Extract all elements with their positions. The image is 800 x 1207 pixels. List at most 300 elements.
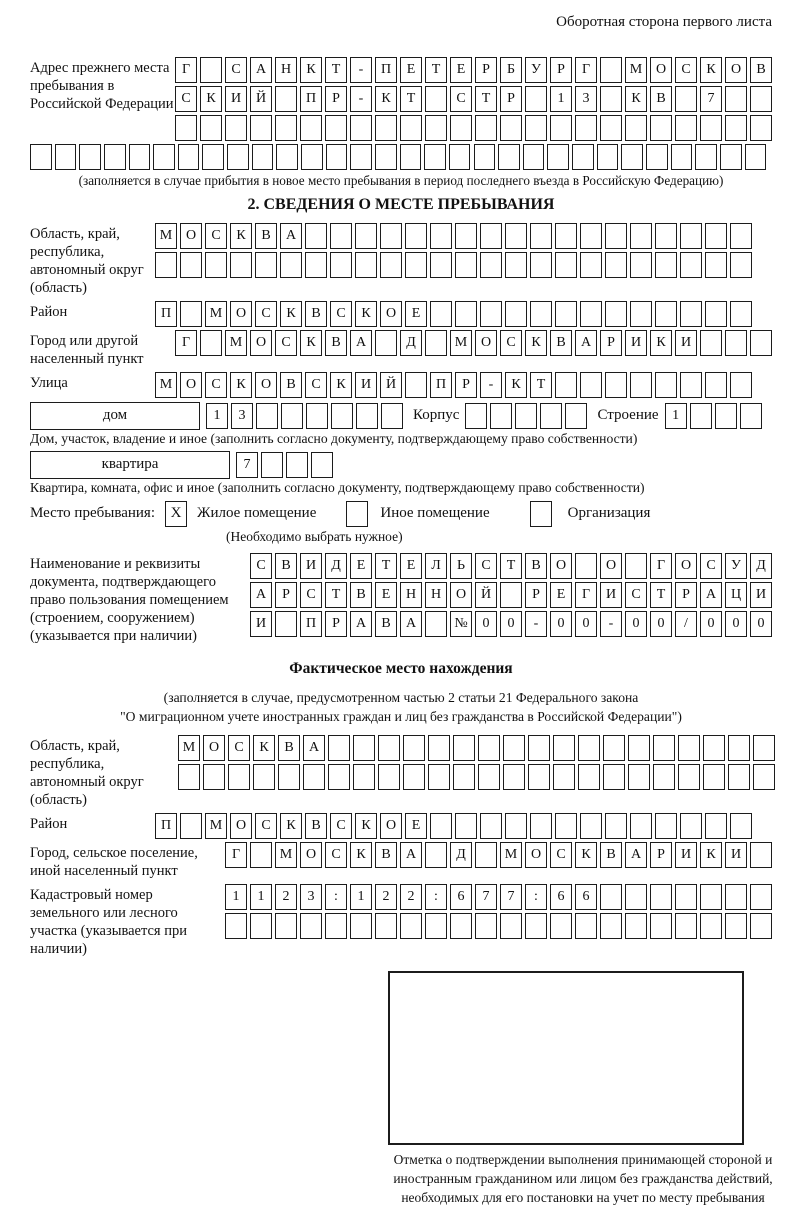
char-cell[interactable] <box>597 144 619 170</box>
char-cell[interactable]: Т <box>650 582 672 608</box>
char-cell[interactable] <box>350 913 372 939</box>
char-cell[interactable] <box>730 813 752 839</box>
char-cell[interactable]: К <box>300 330 322 356</box>
char-cell[interactable] <box>104 144 126 170</box>
char-cell[interactable] <box>625 115 647 141</box>
char-cell[interactable]: А <box>575 330 597 356</box>
char-cell[interactable]: 1 <box>550 86 572 112</box>
char-cell[interactable] <box>250 115 272 141</box>
char-cell[interactable]: 7 <box>700 86 722 112</box>
char-cell[interactable]: Е <box>450 57 472 83</box>
char-cell[interactable] <box>227 144 249 170</box>
char-cell[interactable]: К <box>700 842 722 868</box>
char-cell[interactable]: Г <box>175 57 197 83</box>
char-cell[interactable]: К <box>350 842 372 868</box>
char-cell[interactable]: К <box>625 86 647 112</box>
char-cell[interactable] <box>400 913 422 939</box>
char-cell[interactable] <box>515 403 537 429</box>
char-cell[interactable]: К <box>280 301 302 327</box>
char-cell[interactable] <box>578 735 600 761</box>
char-cell[interactable] <box>380 252 402 278</box>
char-cell[interactable]: Л <box>425 553 447 579</box>
char-cell[interactable]: С <box>255 301 277 327</box>
char-cell[interactable] <box>301 144 323 170</box>
char-cell[interactable]: Р <box>455 372 477 398</box>
char-cell[interactable]: И <box>625 330 647 356</box>
char-cell[interactable] <box>628 764 650 790</box>
char-cell[interactable] <box>578 764 600 790</box>
char-cell[interactable]: А <box>350 330 372 356</box>
char-cell[interactable] <box>205 252 227 278</box>
char-cell[interactable]: Е <box>405 813 427 839</box>
char-cell[interactable]: В <box>280 372 302 398</box>
char-cell[interactable]: Г <box>575 57 597 83</box>
char-cell[interactable] <box>353 764 375 790</box>
char-cell[interactable] <box>450 913 472 939</box>
char-cell[interactable]: Ь <box>450 553 472 579</box>
char-cell[interactable]: 1 <box>225 884 247 910</box>
char-cell[interactable]: Р <box>325 611 347 637</box>
char-cell[interactable] <box>703 764 725 790</box>
char-cell[interactable] <box>425 115 447 141</box>
char-cell[interactable]: С <box>275 330 297 356</box>
char-cell[interactable]: Т <box>500 553 522 579</box>
char-cell[interactable]: С <box>255 813 277 839</box>
char-cell[interactable] <box>675 884 697 910</box>
char-cell[interactable]: Р <box>500 86 522 112</box>
char-cell[interactable] <box>500 582 522 608</box>
char-cell[interactable]: В <box>750 57 772 83</box>
char-cell[interactable] <box>430 813 452 839</box>
char-cell[interactable]: И <box>675 330 697 356</box>
char-cell[interactable] <box>630 301 652 327</box>
char-cell[interactable] <box>547 144 569 170</box>
char-cell[interactable] <box>326 144 348 170</box>
char-cell[interactable] <box>276 144 298 170</box>
char-cell[interactable] <box>628 735 650 761</box>
char-cell[interactable]: 2 <box>375 884 397 910</box>
char-cell[interactable] <box>525 115 547 141</box>
char-cell[interactable] <box>725 330 747 356</box>
char-cell[interactable] <box>255 252 277 278</box>
char-cell[interactable]: О <box>180 223 202 249</box>
char-cell[interactable] <box>655 372 677 398</box>
char-cell[interactable]: С <box>550 842 572 868</box>
char-cell[interactable] <box>680 813 702 839</box>
char-cell[interactable]: В <box>305 301 327 327</box>
char-cell[interactable] <box>281 403 303 429</box>
char-cell[interactable]: А <box>400 842 422 868</box>
char-cell[interactable] <box>350 115 372 141</box>
char-cell[interactable]: К <box>525 330 547 356</box>
char-cell[interactable] <box>480 301 502 327</box>
char-cell[interactable] <box>275 913 297 939</box>
char-cell[interactable] <box>202 144 224 170</box>
char-cell[interactable] <box>253 764 275 790</box>
char-cell[interactable]: К <box>575 842 597 868</box>
char-cell[interactable] <box>475 115 497 141</box>
char-cell[interactable]: Е <box>400 553 422 579</box>
char-cell[interactable]: Д <box>750 553 772 579</box>
char-cell[interactable] <box>600 57 622 83</box>
char-cell[interactable]: 1 <box>665 403 687 429</box>
char-cell[interactable]: В <box>305 813 327 839</box>
char-cell[interactable]: А <box>350 611 372 637</box>
char-cell[interactable]: П <box>430 372 452 398</box>
char-cell[interactable]: 1 <box>206 403 228 429</box>
char-cell[interactable] <box>330 223 352 249</box>
char-cell[interactable] <box>653 764 675 790</box>
char-cell[interactable]: И <box>750 582 772 608</box>
char-cell[interactable] <box>475 842 497 868</box>
char-cell[interactable] <box>180 813 202 839</box>
char-cell[interactable] <box>449 144 471 170</box>
char-cell[interactable] <box>705 223 727 249</box>
char-cell[interactable]: П <box>155 301 177 327</box>
char-cell[interactable] <box>580 252 602 278</box>
char-cell[interactable]: Г <box>225 842 247 868</box>
char-cell[interactable]: Г <box>650 553 672 579</box>
char-cell[interactable]: С <box>250 553 272 579</box>
char-cell[interactable] <box>655 252 677 278</box>
char-cell[interactable] <box>580 301 602 327</box>
char-cell[interactable] <box>550 913 572 939</box>
char-cell[interactable]: В <box>275 553 297 579</box>
char-cell[interactable] <box>550 115 572 141</box>
char-cell[interactable] <box>378 764 400 790</box>
char-cell[interactable]: Т <box>325 57 347 83</box>
char-cell[interactable] <box>575 115 597 141</box>
char-cell[interactable]: Е <box>405 301 427 327</box>
char-cell[interactable]: О <box>725 57 747 83</box>
char-cell[interactable]: 6 <box>550 884 572 910</box>
char-cell[interactable] <box>311 452 333 478</box>
char-cell[interactable]: Р <box>600 330 622 356</box>
char-cell[interactable]: : <box>325 884 347 910</box>
char-cell[interactable]: 6 <box>575 884 597 910</box>
char-cell[interactable] <box>79 144 101 170</box>
char-cell[interactable]: А <box>250 582 272 608</box>
char-cell[interactable] <box>306 403 328 429</box>
checkbox-other-premises[interactable] <box>346 501 368 527</box>
char-cell[interactable] <box>705 301 727 327</box>
char-cell[interactable] <box>650 913 672 939</box>
char-cell[interactable] <box>355 223 377 249</box>
char-cell[interactable] <box>703 735 725 761</box>
char-cell[interactable]: К <box>230 372 252 398</box>
char-cell[interactable]: 2 <box>275 884 297 910</box>
char-cell[interactable] <box>730 223 752 249</box>
char-cell[interactable]: С <box>225 57 247 83</box>
char-cell[interactable] <box>305 223 327 249</box>
char-cell[interactable]: Е <box>550 582 572 608</box>
char-cell[interactable] <box>600 913 622 939</box>
char-cell[interactable] <box>261 452 283 478</box>
char-cell[interactable] <box>378 735 400 761</box>
char-cell[interactable] <box>425 913 447 939</box>
char-cell[interactable] <box>580 813 602 839</box>
char-cell[interactable]: Н <box>275 57 297 83</box>
char-cell[interactable]: - <box>600 611 622 637</box>
char-cell[interactable] <box>400 144 422 170</box>
char-cell[interactable] <box>381 403 403 429</box>
char-cell[interactable]: Т <box>325 582 347 608</box>
char-cell[interactable] <box>555 252 577 278</box>
char-cell[interactable] <box>55 144 77 170</box>
char-cell[interactable] <box>300 913 322 939</box>
char-cell[interactable]: Ц <box>725 582 747 608</box>
char-cell[interactable]: О <box>180 372 202 398</box>
char-cell[interactable] <box>155 252 177 278</box>
char-cell[interactable] <box>465 403 487 429</box>
char-cell[interactable]: Г <box>175 330 197 356</box>
char-cell[interactable] <box>575 553 597 579</box>
char-cell[interactable] <box>455 223 477 249</box>
char-cell[interactable] <box>600 86 622 112</box>
char-cell[interactable] <box>528 764 550 790</box>
char-cell[interactable]: М <box>155 223 177 249</box>
char-cell[interactable] <box>405 252 427 278</box>
char-cell[interactable] <box>730 301 752 327</box>
char-cell[interactable] <box>480 252 502 278</box>
char-cell[interactable] <box>275 86 297 112</box>
char-cell[interactable]: С <box>330 813 352 839</box>
char-cell[interactable] <box>630 223 652 249</box>
char-cell[interactable] <box>178 144 200 170</box>
char-cell[interactable] <box>605 252 627 278</box>
char-cell[interactable] <box>430 223 452 249</box>
char-cell[interactable] <box>705 813 727 839</box>
char-cell[interactable] <box>350 144 372 170</box>
char-cell[interactable] <box>275 611 297 637</box>
char-cell[interactable] <box>680 372 702 398</box>
char-cell[interactable] <box>705 372 727 398</box>
char-cell[interactable] <box>553 735 575 761</box>
char-cell[interactable]: В <box>375 611 397 637</box>
char-cell[interactable]: К <box>280 813 302 839</box>
char-cell[interactable] <box>278 764 300 790</box>
char-cell[interactable]: 7 <box>236 452 258 478</box>
char-cell[interactable]: - <box>350 86 372 112</box>
char-cell[interactable]: О <box>475 330 497 356</box>
char-cell[interactable] <box>331 403 353 429</box>
char-cell[interactable] <box>478 735 500 761</box>
char-cell[interactable]: А <box>303 735 325 761</box>
char-cell[interactable]: 1 <box>250 884 272 910</box>
char-cell[interactable] <box>695 144 717 170</box>
char-cell[interactable]: С <box>228 735 250 761</box>
char-cell[interactable] <box>555 813 577 839</box>
char-cell[interactable]: К <box>700 57 722 83</box>
char-cell[interactable] <box>455 813 477 839</box>
char-cell[interactable]: С <box>305 372 327 398</box>
char-cell[interactable]: К <box>330 372 352 398</box>
char-cell[interactable] <box>605 223 627 249</box>
char-cell[interactable]: В <box>525 553 547 579</box>
char-cell[interactable]: Т <box>400 86 422 112</box>
char-cell[interactable] <box>328 735 350 761</box>
char-cell[interactable] <box>750 884 772 910</box>
char-cell[interactable]: К <box>200 86 222 112</box>
char-cell[interactable] <box>200 57 222 83</box>
char-cell[interactable] <box>230 252 252 278</box>
char-cell[interactable]: С <box>500 330 522 356</box>
char-cell[interactable]: Р <box>675 582 697 608</box>
char-cell[interactable] <box>303 764 325 790</box>
char-cell[interactable] <box>630 252 652 278</box>
char-cell[interactable] <box>356 403 378 429</box>
char-cell[interactable] <box>403 764 425 790</box>
char-cell[interactable]: О <box>650 57 672 83</box>
char-cell[interactable]: М <box>625 57 647 83</box>
char-cell[interactable]: 0 <box>475 611 497 637</box>
char-cell[interactable]: К <box>355 301 377 327</box>
char-cell[interactable] <box>275 115 297 141</box>
char-cell[interactable]: В <box>278 735 300 761</box>
char-cell[interactable]: Р <box>650 842 672 868</box>
char-cell[interactable]: Т <box>475 86 497 112</box>
char-cell[interactable] <box>675 86 697 112</box>
char-cell[interactable] <box>603 735 625 761</box>
char-cell[interactable]: К <box>505 372 527 398</box>
char-cell[interactable]: Е <box>400 57 422 83</box>
char-cell[interactable]: О <box>250 330 272 356</box>
char-cell[interactable] <box>745 144 767 170</box>
char-cell[interactable]: М <box>178 735 200 761</box>
char-cell[interactable]: 0 <box>700 611 722 637</box>
char-cell[interactable]: М <box>275 842 297 868</box>
checkbox-residential[interactable]: X <box>165 501 187 527</box>
char-cell[interactable] <box>280 252 302 278</box>
char-cell[interactable]: С <box>330 301 352 327</box>
char-cell[interactable] <box>480 223 502 249</box>
char-cell[interactable]: П <box>300 86 322 112</box>
char-cell[interactable]: В <box>350 582 372 608</box>
char-cell[interactable] <box>425 330 447 356</box>
char-cell[interactable]: И <box>600 582 622 608</box>
char-cell[interactable]: 2 <box>400 884 422 910</box>
char-cell[interactable] <box>740 403 762 429</box>
char-cell[interactable]: - <box>525 611 547 637</box>
char-cell[interactable] <box>530 252 552 278</box>
char-cell[interactable]: С <box>205 372 227 398</box>
char-cell[interactable]: 3 <box>300 884 322 910</box>
char-cell[interactable] <box>428 764 450 790</box>
char-cell[interactable] <box>555 301 577 327</box>
char-cell[interactable] <box>555 372 577 398</box>
char-cell[interactable]: Е <box>350 553 372 579</box>
char-cell[interactable]: А <box>280 223 302 249</box>
char-cell[interactable] <box>200 330 222 356</box>
char-cell[interactable] <box>405 223 427 249</box>
char-cell[interactable] <box>600 884 622 910</box>
char-cell[interactable]: П <box>155 813 177 839</box>
char-cell[interactable] <box>525 86 547 112</box>
char-cell[interactable] <box>605 301 627 327</box>
char-cell[interactable] <box>655 813 677 839</box>
char-cell[interactable] <box>30 144 52 170</box>
char-cell[interactable]: Д <box>450 842 472 868</box>
char-cell[interactable]: У <box>525 57 547 83</box>
char-cell[interactable]: 7 <box>500 884 522 910</box>
char-cell[interactable]: П <box>375 57 397 83</box>
char-cell[interactable] <box>700 913 722 939</box>
char-cell[interactable] <box>480 813 502 839</box>
char-cell[interactable] <box>750 842 772 868</box>
char-cell[interactable] <box>478 764 500 790</box>
char-cell[interactable]: : <box>525 884 547 910</box>
char-cell[interactable]: В <box>325 330 347 356</box>
char-cell[interactable]: У <box>725 553 747 579</box>
char-cell[interactable]: С <box>175 86 197 112</box>
char-cell[interactable] <box>252 144 274 170</box>
char-cell[interactable]: А <box>625 842 647 868</box>
char-cell[interactable]: М <box>205 301 227 327</box>
char-cell[interactable] <box>553 764 575 790</box>
char-cell[interactable]: О <box>525 842 547 868</box>
char-cell[interactable]: С <box>205 223 227 249</box>
char-cell[interactable] <box>430 301 452 327</box>
char-cell[interactable] <box>500 115 522 141</box>
char-cell[interactable]: И <box>355 372 377 398</box>
char-cell[interactable] <box>430 252 452 278</box>
char-cell[interactable] <box>530 301 552 327</box>
char-cell[interactable] <box>730 252 752 278</box>
char-cell[interactable] <box>523 144 545 170</box>
char-cell[interactable] <box>646 144 668 170</box>
char-cell[interactable] <box>720 144 742 170</box>
char-cell[interactable] <box>680 223 702 249</box>
char-cell[interactable]: 0 <box>750 611 772 637</box>
char-cell[interactable]: 0 <box>650 611 672 637</box>
char-cell[interactable]: К <box>230 223 252 249</box>
char-cell[interactable]: 3 <box>575 86 597 112</box>
char-cell[interactable]: - <box>350 57 372 83</box>
char-cell[interactable] <box>428 735 450 761</box>
char-cell[interactable]: О <box>255 372 277 398</box>
char-cell[interactable] <box>505 252 527 278</box>
char-cell[interactable] <box>498 144 520 170</box>
char-cell[interactable]: И <box>675 842 697 868</box>
char-cell[interactable]: И <box>300 553 322 579</box>
char-cell[interactable] <box>725 884 747 910</box>
char-cell[interactable] <box>405 372 427 398</box>
char-cell[interactable] <box>450 115 472 141</box>
char-cell[interactable] <box>700 115 722 141</box>
char-cell[interactable] <box>530 813 552 839</box>
char-cell[interactable] <box>153 144 175 170</box>
char-cell[interactable] <box>503 764 525 790</box>
char-cell[interactable] <box>455 301 477 327</box>
char-cell[interactable]: В <box>600 842 622 868</box>
char-cell[interactable] <box>425 611 447 637</box>
char-cell[interactable] <box>540 403 562 429</box>
char-cell[interactable] <box>375 115 397 141</box>
char-cell[interactable] <box>671 144 693 170</box>
char-cell[interactable] <box>650 884 672 910</box>
char-cell[interactable]: / <box>675 611 697 637</box>
char-cell[interactable] <box>650 115 672 141</box>
char-cell[interactable] <box>725 115 747 141</box>
char-cell[interactable] <box>725 86 747 112</box>
char-cell[interactable] <box>375 913 397 939</box>
char-cell[interactable]: В <box>550 330 572 356</box>
char-cell[interactable] <box>525 913 547 939</box>
char-cell[interactable] <box>305 252 327 278</box>
char-cell[interactable]: М <box>500 842 522 868</box>
char-cell[interactable] <box>355 252 377 278</box>
char-cell[interactable] <box>475 913 497 939</box>
